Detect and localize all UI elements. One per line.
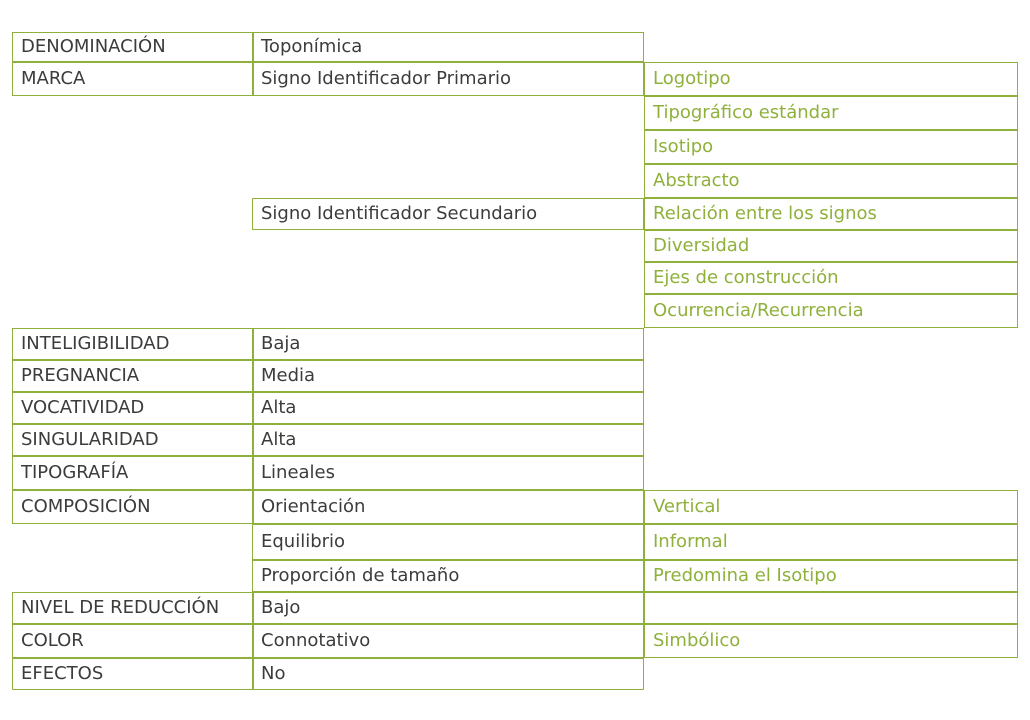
cell-marca-relacion: Relación entre los signos xyxy=(644,198,1018,230)
cell-pregnancia-value: Media xyxy=(252,360,644,392)
cell-composicion-equilibrio: Equilibrio xyxy=(252,524,644,560)
cell-composicion-orientacion: Orientación xyxy=(252,490,644,524)
cell-vocatividad-label: VOCATIVIDAD xyxy=(12,392,254,424)
cell-composicion-proporcion: Proporción de tamaño xyxy=(252,560,644,592)
cell-marca-secundario: Signo Identificador Secundario xyxy=(252,198,644,230)
cell-nivel-reduccion-extra xyxy=(644,592,1018,624)
cell-tipografia-value: Lineales xyxy=(252,456,644,490)
cell-marca-isotipo: Isotipo xyxy=(644,130,1018,164)
cell-marca-ejes: Ejes de construcción xyxy=(644,262,1018,294)
cell-nivel-reduccion-label: NIVEL DE REDUCCIÓN xyxy=(12,592,254,624)
cell-color-simbolico: Simbólico xyxy=(644,624,1018,658)
cell-inteligibilidad-value: Baja xyxy=(252,328,644,360)
cell-tipografia-label: TIPOGRAFÍA xyxy=(12,456,254,490)
cell-efectos-value: No xyxy=(252,658,644,690)
cell-singularidad-label: SINGULARIDAD xyxy=(12,424,254,456)
cell-marca-ocurrencia: Ocurrencia/Recurrencia xyxy=(644,294,1018,328)
cell-nivel-reduccion-value: Bajo xyxy=(252,592,644,624)
cell-composicion-vertical: Vertical xyxy=(644,490,1018,524)
cell-marca-abstracto: Abstracto xyxy=(644,164,1018,198)
cell-composicion-predomina: Predomina el Isotipo xyxy=(644,560,1018,592)
cell-marca-logotipo: Logotipo xyxy=(644,62,1018,96)
cell-marca-tipografico: Tipográfico estándar xyxy=(644,96,1018,130)
cell-composicion-informal: Informal xyxy=(644,524,1018,560)
cell-marca-diversidad: Diversidad xyxy=(644,230,1018,262)
cell-color-value: Connotativo xyxy=(252,624,644,658)
cell-denominacion-label: DENOMINACIÓN xyxy=(12,32,254,62)
cell-marca-primario: Signo Identificador Primario xyxy=(252,62,644,96)
cell-efectos-label: EFECTOS xyxy=(12,658,254,690)
cell-color-label: COLOR xyxy=(12,624,254,658)
cell-inteligibilidad-label: INTELIGIBILIDAD xyxy=(12,328,254,360)
cell-singularidad-value: Alta xyxy=(252,424,644,456)
cell-marca-label: MARCA xyxy=(12,62,254,96)
cell-denominacion-value: Toponímica xyxy=(252,32,644,62)
cell-pregnancia-label: PREGNANCIA xyxy=(12,360,254,392)
cell-vocatividad-value: Alta xyxy=(252,392,644,424)
cell-composicion-label: COMPOSICIÓN xyxy=(12,490,254,524)
